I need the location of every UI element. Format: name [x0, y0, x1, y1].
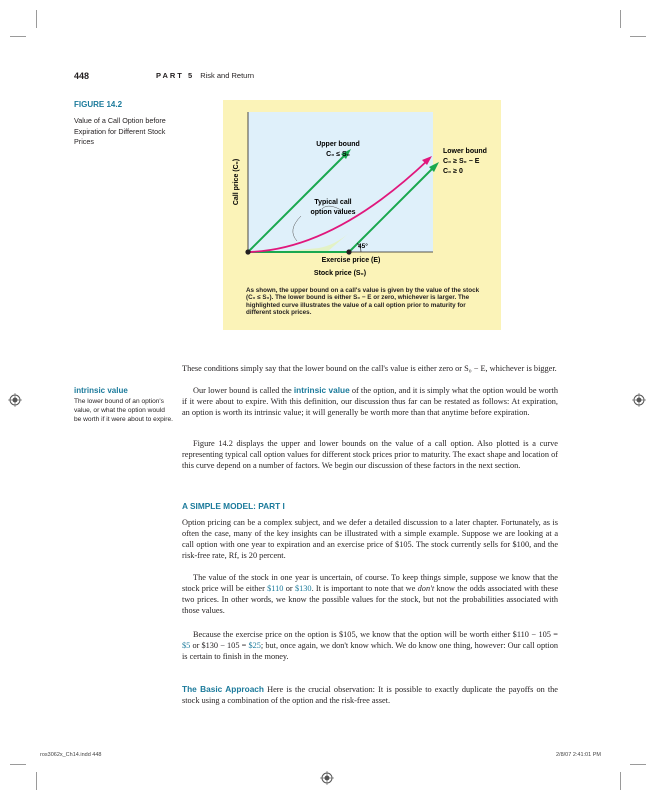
typical-label-line-2: option values — [310, 209, 356, 216]
y-axis-label: Call price (C₀) — [233, 158, 240, 206]
footer-timestamp: 2/8/07 2:41:01 PM — [556, 752, 601, 758]
crop-mark — [36, 10, 37, 28]
upper-bound-formula: C₀ ≤ S₀ — [326, 151, 350, 158]
paragraph: The value of the stock in one year is uncertain, of course. To keep things simple, suppose we know that the stock price will be either $110 or $130. It is important to note that we don't know the odds associated with these two prices. In other words, we know the possible values for the stock, but not the probabilities associated with those values. — [182, 573, 559, 616]
paragraph: These conditions simply say that the lower bound on the call's value is either zero or S₀ − E, whichever is bigger. — [182, 364, 557, 373]
paragraph: The Basic Approach Here is the crucial observation: It is possible to exactly duplicate the payoffs on the stock using a combination of the option and the risk-free asset. — [182, 684, 558, 706]
payoff-value: $25 — [248, 641, 261, 651]
crop-mark — [10, 764, 26, 765]
lower-bound-title: Lower bound — [443, 148, 487, 155]
typical-label-line-1: Typical call — [314, 199, 352, 206]
paragraph: Figure 14.2 displays the upper and lower bounds on the value of a call option. Also plotted is a curve representing typical call option values for different stock prices prior to maturity. The exact shape and location of this curve depend on a number of factors. We begin our discussion of these factors in the next section. — [182, 439, 558, 471]
lower-bound-formula-1: C₀ ≥ S₀ − E — [443, 158, 480, 165]
registration-mark-icon — [320, 771, 334, 785]
upper-bound-title: Upper bound — [316, 141, 360, 148]
lower-bound-formula-2: C₀ ≥ 0 — [443, 168, 463, 175]
part-title: Risk and Return — [200, 71, 254, 80]
crop-mark — [10, 36, 26, 37]
section-heading: A SIMPLE MODEL: PART I — [182, 501, 285, 511]
registration-mark-icon — [632, 393, 646, 407]
footer-file: ros3062x_Ch14.indd 448 — [40, 752, 102, 758]
crop-mark — [36, 772, 37, 790]
keyword-intrinsic-value: intrinsic value — [293, 385, 350, 395]
payoff-value: $5 — [182, 641, 191, 651]
option-bounds-diagram — [223, 100, 501, 290]
page-number: 448 — [74, 71, 90, 81]
plot-area — [248, 112, 433, 252]
angle-label: 45° — [358, 243, 368, 250]
sub-heading: The Basic Approach — [182, 684, 264, 694]
glossary-definition: The lower bound of an option's value, or what the option would be worth if it were about to expire. — [74, 398, 173, 424]
glossary-term: intrinsic value — [74, 386, 128, 395]
price-value: $130 — [294, 584, 312, 594]
origin-point — [245, 249, 250, 254]
crop-mark — [620, 772, 621, 790]
exercise-price-point — [346, 249, 351, 254]
part-label: PART 5 — [156, 71, 195, 80]
running-header — [156, 71, 254, 80]
registration-mark-icon — [8, 393, 22, 407]
x-axis-label: Stock price (S₀) — [313, 270, 367, 277]
crop-mark — [630, 764, 646, 765]
crop-mark — [630, 36, 646, 37]
paragraph: Our lower bound is called the intrinsic value of the option, and it is simply what the option would be worth if it were about to expire. With this definition, our discussion thus far can be restated as follows: At expiration, an option is worth its intrinsic value; it will generally be worth more than that anytime before expiration. — [182, 385, 558, 418]
figure-label: FIGURE 14.2 — [74, 100, 123, 109]
figure-note: As shown, the upper bound on a call's value is given by the value of the stock (C₀ ≤ S₀). The lower bound is either S₀ − E or zero, whichever is larger. The highlighted curve illustrates the value of a call option prior to maturity for different stock prices. — [246, 287, 480, 317]
exercise-price-label: Exercise price (E) — [321, 257, 381, 264]
paragraph: Option pricing can be a complex subject, and we defer a detailed discussion to a later chapter. Fortunately, as is often the case, many of the key insights can be illustrated with a simple example. Suppose we are looking at a call option with one year to expiration and an exercise price of $105. The stock currently sells for $100, and the risk-free rate, Rf, is 20 percent. — [182, 518, 558, 561]
price-value: $110 — [267, 584, 284, 594]
paragraph: Because the exercise price on the option is $105, we know that the option will be worth either $110 − 105 = $5 or $130 − 105 = $25; but, once again, we don't know which. We do know one thing, however: Our call option is certain to finish in the money. — [182, 630, 559, 662]
crop-mark — [620, 10, 621, 28]
figure-caption: Value of a Call Option before Expiration for Different Stock Prices — [74, 116, 166, 146]
